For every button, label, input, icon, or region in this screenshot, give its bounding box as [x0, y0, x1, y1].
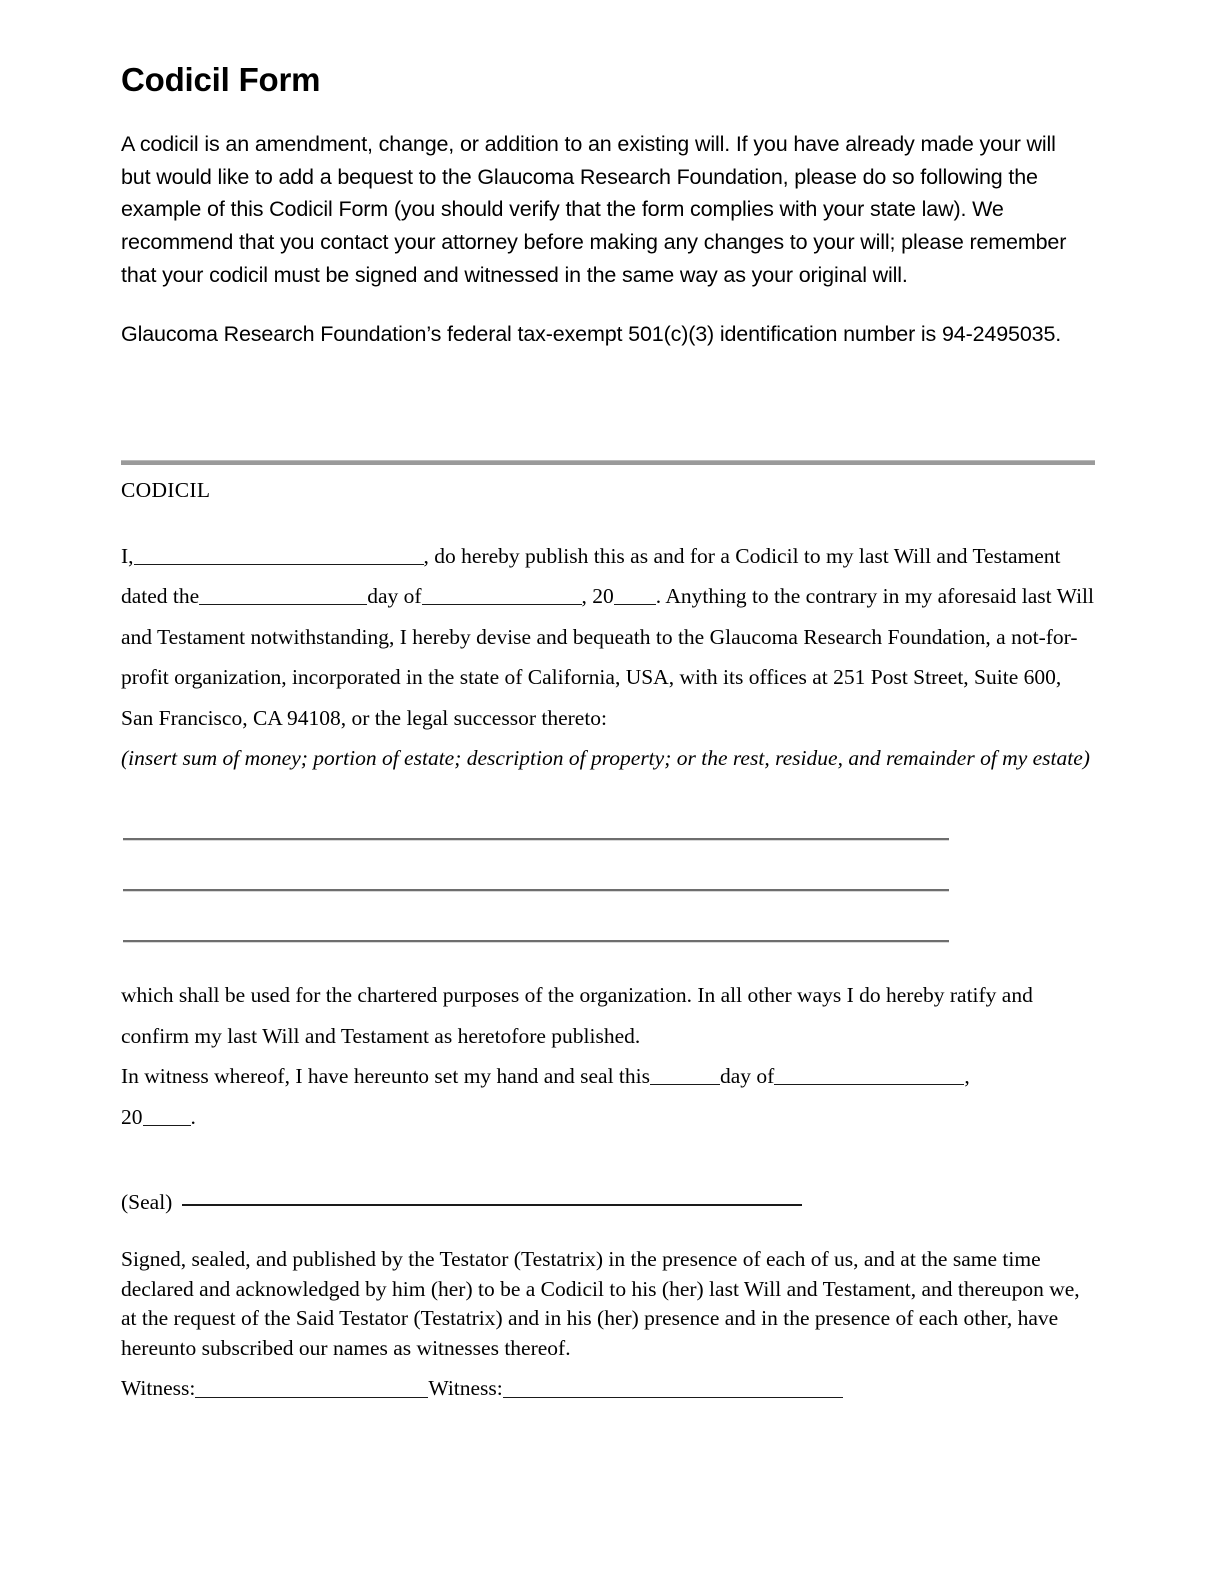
signing-year-blank[interactable] — [143, 1104, 191, 1126]
witness-signature-row — [121, 1375, 1096, 1403]
page-title: Codicil Form — [121, 61, 321, 98]
will-month-blank[interactable] — [422, 583, 582, 605]
after-year-text: . Anything to the contrary in my aforesaid last Will and Testament notwithstanding, I hereby devise and bequeath to the Glaucoma Research Foundation, a not-for-profit organization, incorporated in the state of California, USA, with its offices at 251 Post Street, Suite 600, San Francisco, CA 94108, or the legal successor thereto: — [121, 584, 1094, 730]
bequest-fill-lines — [123, 838, 949, 943]
line1-after-name: , do hereby publish this as and for a Codicil to my last Will and Testament dated the — [121, 543, 1061, 609]
after-day-label: day of — [367, 584, 422, 609]
codicil-heading: CODICIL — [121, 478, 211, 502]
in-witness-whereof-paragraph — [121, 1056, 1096, 1137]
intro-block — [121, 62, 1091, 351]
line1-prefix: I, — [121, 543, 134, 568]
signing-year-suffix: . — [190, 1104, 196, 1129]
witness-one-label: Witness: — [121, 1376, 196, 1400]
intro-paragraph-tax-exempt: Glaucoma Research Foundation’s federal tax-exempt 501(c)(3) identification number is 94-2495035. — [121, 322, 1062, 347]
witness-two-label: Witness: — [428, 1376, 503, 1400]
bequest-fill-line[interactable] — [123, 838, 949, 841]
signing-year-prefix: 20 — [121, 1104, 143, 1129]
intro-paragraph-1: A codicil is an amendment, change, or addition to an existing will. If you have already made your will but would like to add a bequest to the Glaucoma Research Foundation, please do so following the example of this Codicil Form (you should verify that the form complies with your state law). We recommend that you contact your attorney before making any changes to your will; please remember that your codicil must be signed and witnessed in the same way as your original will. — [121, 132, 1067, 287]
witness-prefix-text: In witness whereof, I have hereunto set my hand and seal this — [121, 1064, 650, 1088]
insert-instruction: (insert sum of money; portion of estate; description of property; or the rest, residue, and remainder of my estate) — [121, 746, 1090, 771]
closing-paragraph: which shall be used for the chartered purposes of the organization. In all other ways I do hereby ratify and confirm my last Will and Testament as heretofore published. — [121, 983, 1033, 1048]
codicil-main-paragraph — [121, 536, 1096, 739]
seal-signature-line[interactable] — [182, 1204, 802, 1206]
witness-mid-text: day of — [720, 1064, 775, 1088]
witness-two-blank[interactable] — [503, 1377, 843, 1399]
seal-label: (Seal) — [121, 1190, 173, 1214]
will-day-blank[interactable] — [199, 583, 367, 605]
bequest-fill-line[interactable] — [123, 889, 949, 892]
section-divider — [121, 460, 1095, 465]
witness-after-month-text: , — [964, 1064, 970, 1088]
closing-block — [121, 975, 1096, 1137]
signing-month-blank[interactable] — [774, 1063, 964, 1085]
seal-signature-row — [121, 1190, 1021, 1216]
will-year-blank[interactable] — [614, 583, 656, 605]
witness-one-blank[interactable] — [195, 1377, 428, 1399]
bequest-fill-line[interactable] — [123, 940, 949, 943]
testator-name-blank[interactable] — [134, 543, 424, 565]
after-month-label: , 20 — [581, 584, 614, 609]
attestation-paragraph: Signed, sealed, and published by the Testator (Testatrix) in the presence of each of us, and at the same time declared and acknowledged by him (her) to be a Codicil to his (her) last Will and Testament, and thereupon we, at the request of the Said Testator (Testatrix) and in his (her) presence and in the presence of each other, have hereunto subscribed our names as witnesses thereof. — [121, 1247, 1080, 1360]
legal-body — [121, 478, 1096, 779]
signing-day-blank[interactable] — [650, 1063, 720, 1085]
